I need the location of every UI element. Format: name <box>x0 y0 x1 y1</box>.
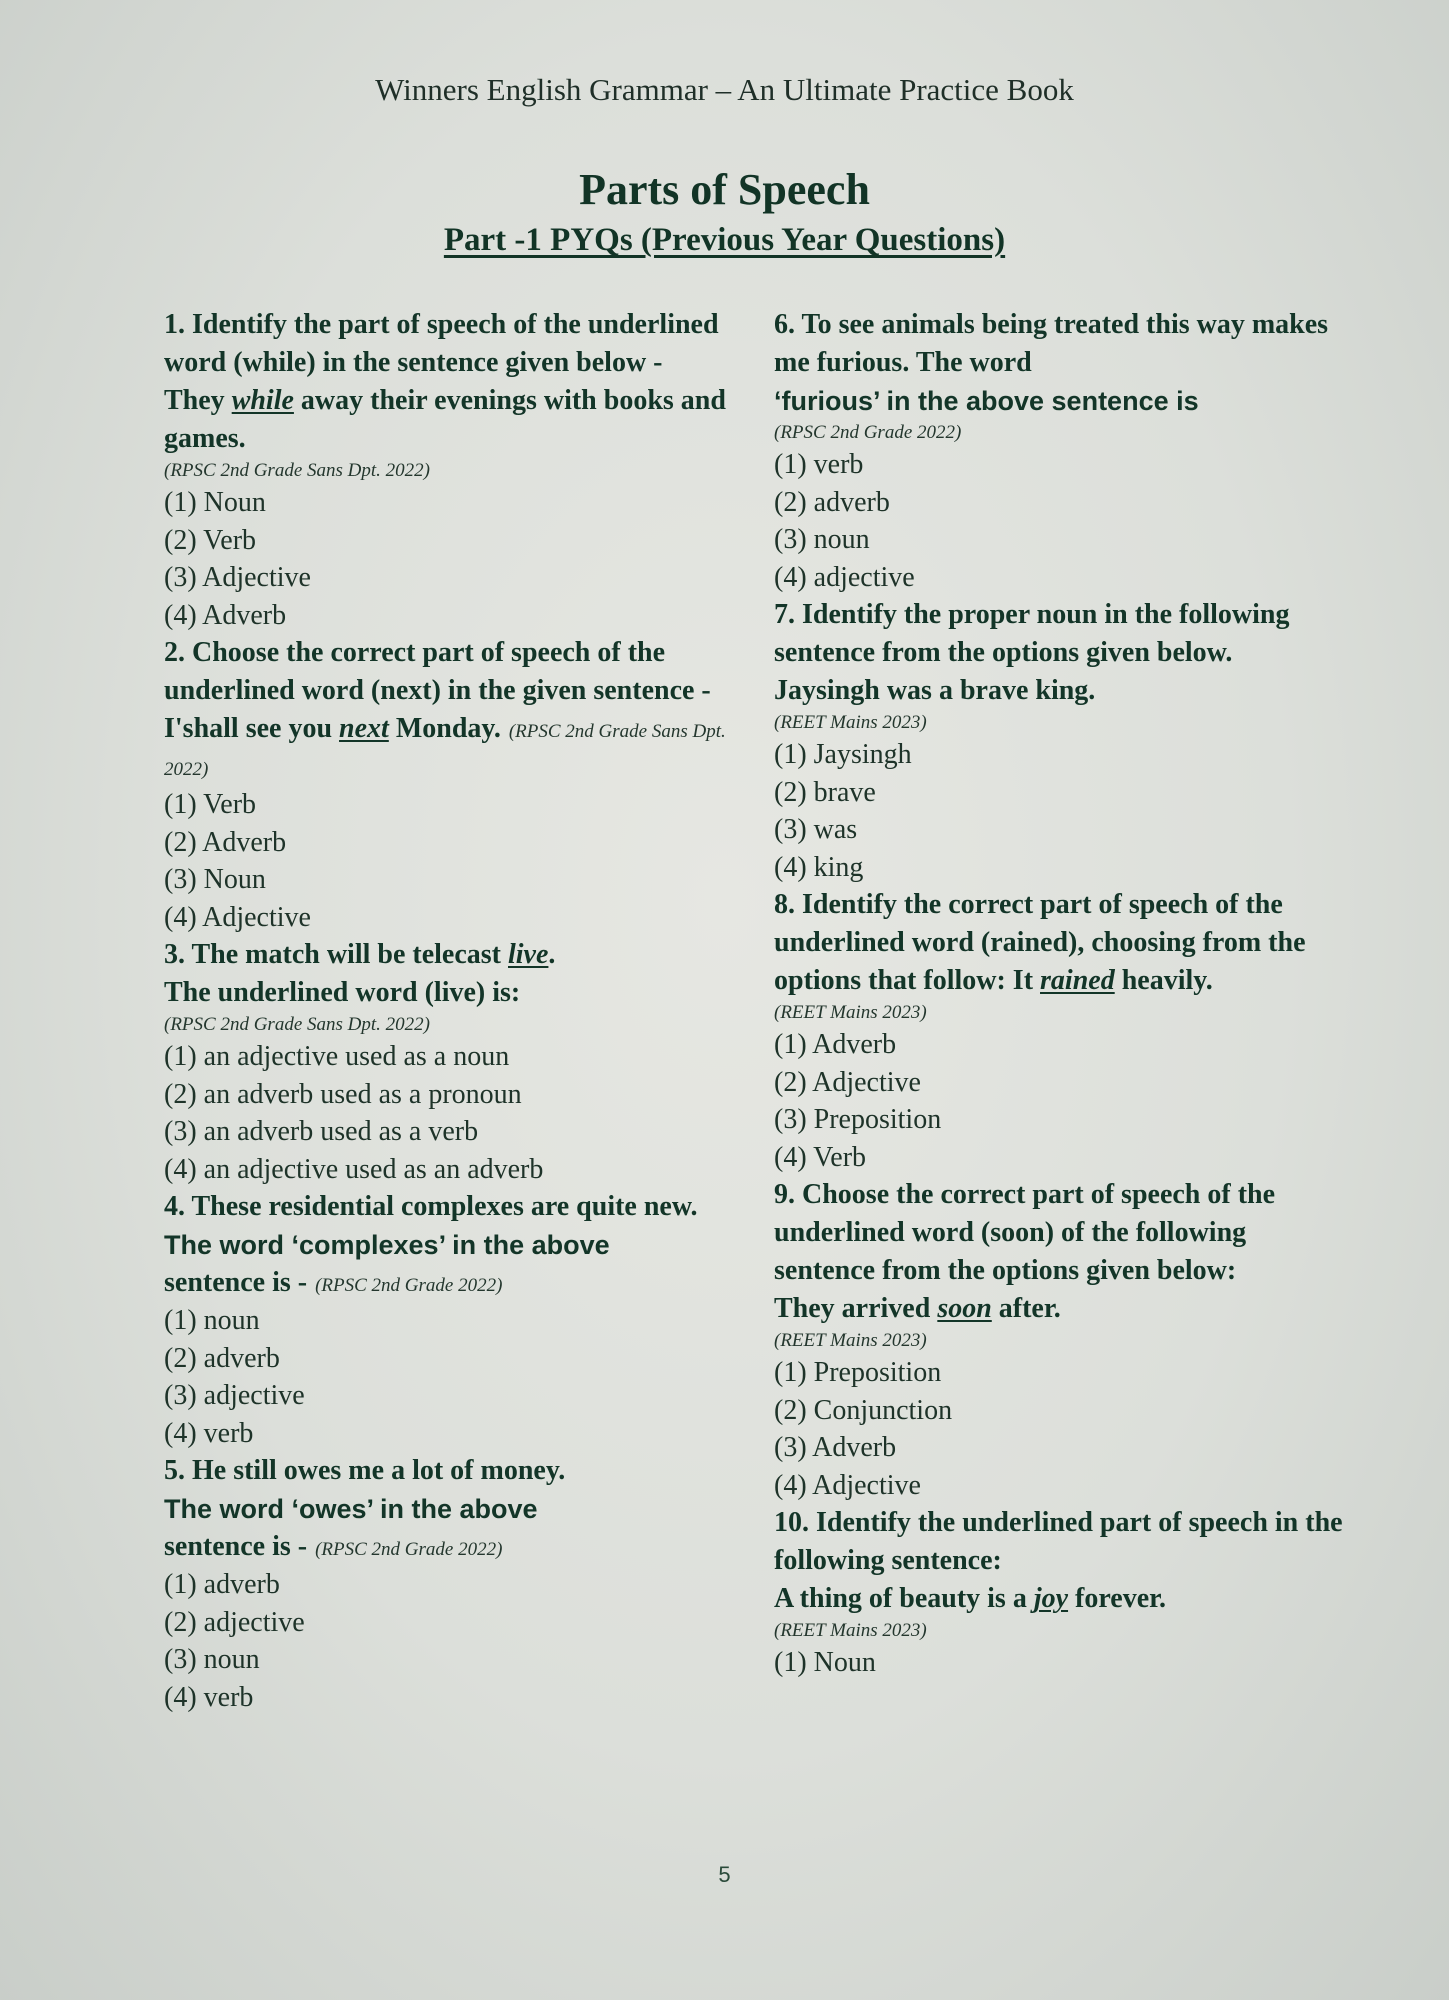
question-subprompt-2 <box>164 1264 754 1302</box>
option-2: (2) adverb <box>164 1342 280 1374</box>
option-1: (1) Verb <box>164 789 257 820</box>
question-1 <box>164 306 754 634</box>
option-4: (4) Adjective <box>774 1469 921 1501</box>
underlined-word: rained <box>1040 965 1115 996</box>
sentence-post: Monday. <box>388 713 501 744</box>
option-4: (4) an adjective used as an adverb <box>164 1153 544 1185</box>
underlined-word: soon <box>937 1293 992 1324</box>
option-2: (2) Verb <box>164 524 257 556</box>
question-5 <box>164 1452 754 1716</box>
question-4 <box>164 1188 754 1452</box>
option-1: (1) Adverb <box>774 1029 897 1060</box>
option-1: (1) Noun <box>164 487 266 518</box>
option-2: (2) Adjective <box>774 1066 921 1098</box>
sentence-post: heavily. <box>1114 965 1213 996</box>
question-source: (RPSC 2nd Grade Sans Dpt. 2022) <box>164 460 430 481</box>
sentence-post: forever. <box>1068 1583 1167 1614</box>
question-source: (RPSC 2nd Grade Sans Dpt. 2022) <box>164 1014 430 1035</box>
question-sentence <box>164 382 754 458</box>
question-10 <box>774 1504 1344 1682</box>
page-number: 5 <box>718 1862 731 1887</box>
chapter-title: Parts of Speech <box>579 165 870 214</box>
sentence-pre: They <box>164 385 232 416</box>
question-number: 4. <box>164 1191 185 1222</box>
question-prompt: Choose the correct part of speech of the underlined word (next) in the given sentence - I'shall see you <box>164 637 711 744</box>
question-number: 8. <box>774 889 795 920</box>
option-2: (2) brave <box>774 776 876 808</box>
option-3: (3) was <box>774 814 858 845</box>
question-subprompt: The word ‘owes’ in the above <box>164 1494 538 1524</box>
question-text <box>774 1504 1344 1580</box>
question-text <box>774 886 1344 1000</box>
question-number: 1. <box>164 309 185 340</box>
sentence-post: after. <box>991 1293 1061 1324</box>
question-prompt: Identify the underlined part of speech in the following sentence: <box>774 1507 1343 1576</box>
option-4: (4) king <box>774 851 864 883</box>
question-text <box>164 634 754 786</box>
option-3: (3) noun <box>164 1644 260 1675</box>
option-4: (4) verb <box>164 1417 254 1449</box>
question-9 <box>774 1176 1344 1504</box>
underlined-word: next <box>339 713 389 744</box>
option-3: (3) Adverb <box>774 1432 897 1463</box>
question-text <box>774 1176 1344 1290</box>
question-prompt: Identify the part of speech of the underlined word (while) in the sentence given below - <box>164 309 719 378</box>
question-6 <box>774 306 1344 596</box>
question-7 <box>774 596 1344 886</box>
question-prompt: The match will be telecast <box>191 939 508 970</box>
question-number: 10. <box>774 1507 809 1538</box>
question-3 <box>164 936 754 1188</box>
question-prompt: He still owes me a lot of money. <box>192 1455 566 1486</box>
question-sentence: Jaysingh was a brave king. <box>774 675 1096 706</box>
sentence-pre: A thing of beauty is a <box>774 1583 1034 1614</box>
question-2 <box>164 634 754 936</box>
option-1: (1) Noun <box>774 1647 876 1678</box>
question-subprompt: The word ‘complexes’ in the above <box>164 1230 610 1260</box>
option-2: (2) Adverb <box>164 826 287 858</box>
question-sentence <box>774 1290 1344 1328</box>
option-1: (1) Preposition <box>774 1357 942 1388</box>
option-4: (4) adjective <box>774 561 915 593</box>
left-column <box>164 306 754 1716</box>
option-3: (3) adjective <box>164 1380 305 1411</box>
question-number: 2. <box>164 637 185 668</box>
question-source: (REET Mains 2023) <box>774 1330 927 1351</box>
question-text <box>774 596 1344 672</box>
option-4: (4) Adjective <box>164 901 311 933</box>
question-text <box>164 306 754 382</box>
subprompt-tail: sentence is - <box>164 1267 308 1298</box>
option-2: (2) adverb <box>774 486 890 518</box>
underlined-word: joy <box>1033 1583 1069 1614</box>
question-number: 9. <box>774 1179 795 1210</box>
section-title-text: Part -1 PYQs (Previous Year Questions) <box>443 222 1006 258</box>
section-title <box>0 222 1449 259</box>
sentence-post: . <box>548 939 556 970</box>
option-3: (3) Preposition <box>774 1104 942 1135</box>
question-source: (RPSC 2nd Grade 2022) <box>774 422 962 443</box>
option-1: (1) verb <box>774 449 864 480</box>
underlined-word: live <box>508 939 549 970</box>
question-text <box>164 1452 754 1490</box>
option-4: (4) verb <box>164 1681 254 1713</box>
question-text <box>774 306 1344 382</box>
option-2: (2) adjective <box>164 1606 305 1638</box>
subprompt-tail: sentence is - <box>164 1531 308 1562</box>
option-3: (3) Noun <box>164 864 266 895</box>
underlined-word: while <box>231 385 294 416</box>
option-1: (1) adverb <box>164 1569 280 1600</box>
question-subprompt: ‘furious’ in the above sentence is <box>774 386 1199 416</box>
question-subprompt-2 <box>164 1528 754 1566</box>
question-prompt: Identify the proper noun in the following sentence from the options given below. <box>774 599 1290 668</box>
sentence-pre: They arrived <box>774 1293 938 1324</box>
question-8 <box>774 886 1344 1176</box>
question-source: (REET Mains 2023) <box>774 1620 927 1641</box>
question-source: (RPSC 2nd Grade 2022) <box>315 1539 503 1560</box>
question-prompt: Choose the correct part of speech of the underlined word (soon) of the following sentence from the options given below: <box>774 1179 1276 1286</box>
option-2: (2) Conjunction <box>774 1394 953 1426</box>
question-text <box>164 1188 754 1226</box>
question-number: 3. <box>164 939 185 970</box>
question-number: 7. <box>774 599 795 630</box>
question-source: (REET Mains 2023) <box>774 712 927 733</box>
question-number: 5. <box>164 1455 185 1486</box>
question-source: (RPSC 2nd Grade Sans Dpt. 2022) <box>164 721 726 780</box>
question-prompt: These residential complexes are quite new. <box>191 1191 698 1222</box>
question-subprompt: The underlined word (live) is: <box>164 977 521 1008</box>
question-source: (RPSC 2nd Grade 2022) <box>315 1275 503 1296</box>
book-title: Winners English Grammar – An Ultimate Practice Book <box>375 72 1074 107</box>
sentence-post: away their evenings with books and games. <box>164 385 726 454</box>
option-4: (4) Adverb <box>164 599 287 631</box>
option-3: (3) Adjective <box>164 562 311 593</box>
option-3: (3) an adverb used as a verb <box>164 1116 479 1147</box>
right-column <box>774 306 1344 1682</box>
option-2: (2) an adverb used as a pronoun <box>164 1078 522 1110</box>
option-3: (3) noun <box>774 524 870 555</box>
option-1: (1) an adjective used as a noun <box>164 1041 510 1072</box>
question-source: (REET Mains 2023) <box>774 1002 927 1023</box>
question-sentence <box>774 1580 1344 1618</box>
question-text <box>164 936 754 974</box>
option-1: (1) noun <box>164 1305 260 1336</box>
option-4: (4) Verb <box>774 1141 867 1173</box>
question-prompt: Identify the correct part of speech of the underlined word (rained), choosing from the options that follow: It <box>774 889 1306 996</box>
question-prompt: To see animals being treated this way makes me furious. The word <box>774 309 1329 378</box>
question-number: 6. <box>774 309 795 340</box>
option-1: (1) Jaysingh <box>774 739 912 770</box>
